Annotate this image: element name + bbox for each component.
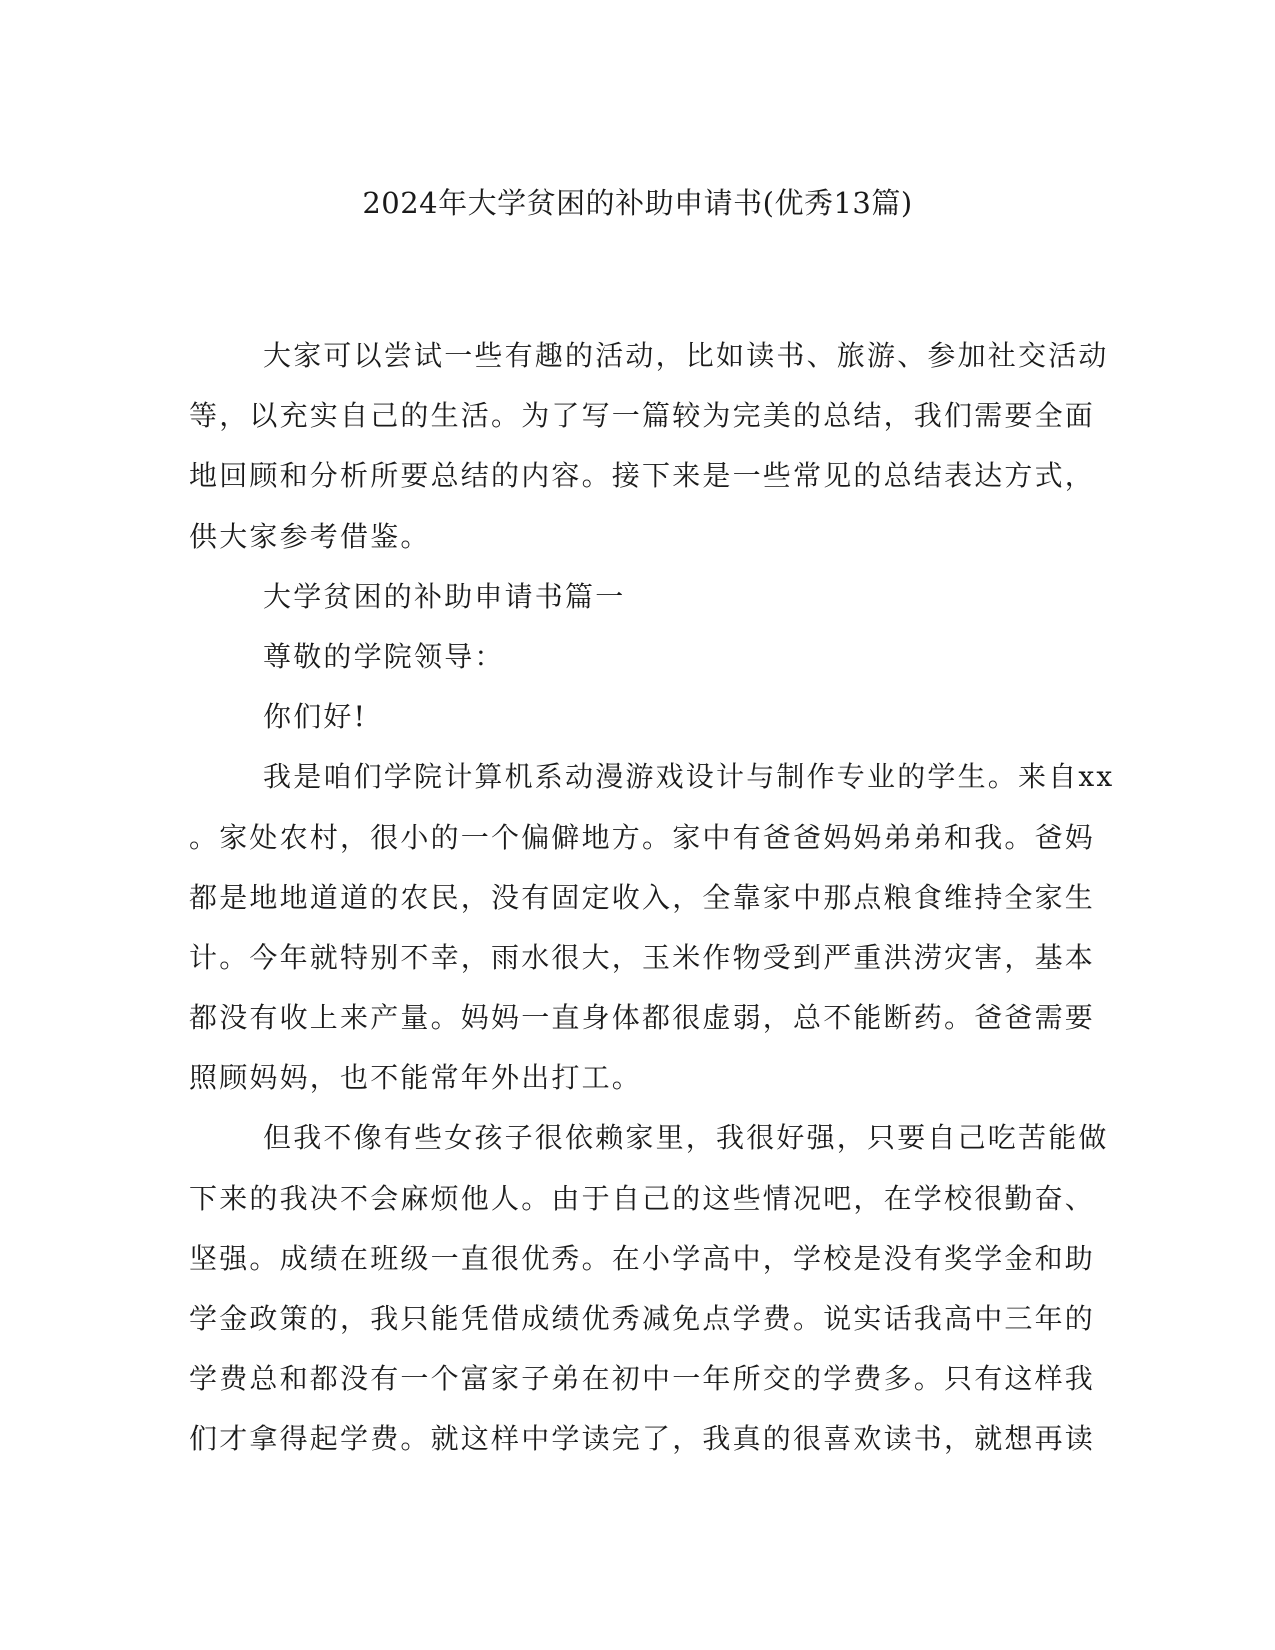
paragraph-line: 学金政策的，我只能凭借成绩优秀减免点学费。说实话我高中三年的 — [189, 1302, 1096, 1335]
paragraph-line: 下来的我决不会麻烦他人。由于自己的这些情况吧，在学校很勤奋、 — [189, 1181, 1096, 1215]
paragraph-line: 坚强。成绩在班级一直很优秀。在小学高中，学校是没有奖学金和助 — [189, 1241, 1096, 1275]
paragraph-line: 我是咱们学院计算机系动漫游戏设计与制作专业的学生。来自xx — [263, 760, 1115, 794]
paragraph-line: 等，以充实自己的生活。为了写一篇较为完美的总结，我们需要全面 — [189, 399, 1096, 433]
paragraph-line: 学费总和都没有一个富家子弟在初中一年所交的学费多。只有这样我 — [189, 1362, 1096, 1396]
paragraph-line: 照顾妈妈，也不能常年外出打工。 — [189, 1061, 643, 1095]
paragraph-line: 都没有收上来产量。妈妈一直身体都很虚弱，总不能断药。爸爸需要 — [189, 1001, 1096, 1035]
paragraph-line: 们才拿得起学费。就这样中学读完了，我真的很喜欢读书，就想再读 — [189, 1422, 1096, 1456]
section-heading: 大学贫困的补助申请书篇一 — [263, 579, 626, 613]
paragraph-line: 计。今年就特别不幸，雨水很大，玉米作物受到严重洪涝灾害，基本 — [189, 940, 1096, 974]
paragraph-line: 都是地地道道的农民，没有固定收入，全靠家中那点粮食维持全家生 — [189, 880, 1096, 914]
salutation: 尊敬的学院领导： — [263, 639, 505, 673]
paragraph-line: 地回顾和分析所要总结的内容。接下来是一些常见的总结表达方式， — [189, 459, 1096, 493]
paragraph-line: 。家处农村，很小的一个偏僻地方。家中有爸爸妈妈弟弟和我。爸妈 — [189, 820, 1096, 854]
document-title: 2024年大学贫困的补助申请书(优秀13篇) — [362, 186, 913, 220]
paragraph-line: 但我不像有些女孩子很依赖家里，我很好强，只要自己吃苦能做 — [263, 1121, 1109, 1155]
paragraph-line: 供大家参考借鉴。 — [189, 519, 431, 553]
greeting: 你们好! — [263, 700, 368, 734]
paragraph-line: 大家可以尝试一些有趣的活动，比如读书、旅游、参加社交活动 — [263, 339, 1109, 372]
document-body — [189, 326, 1115, 1470]
